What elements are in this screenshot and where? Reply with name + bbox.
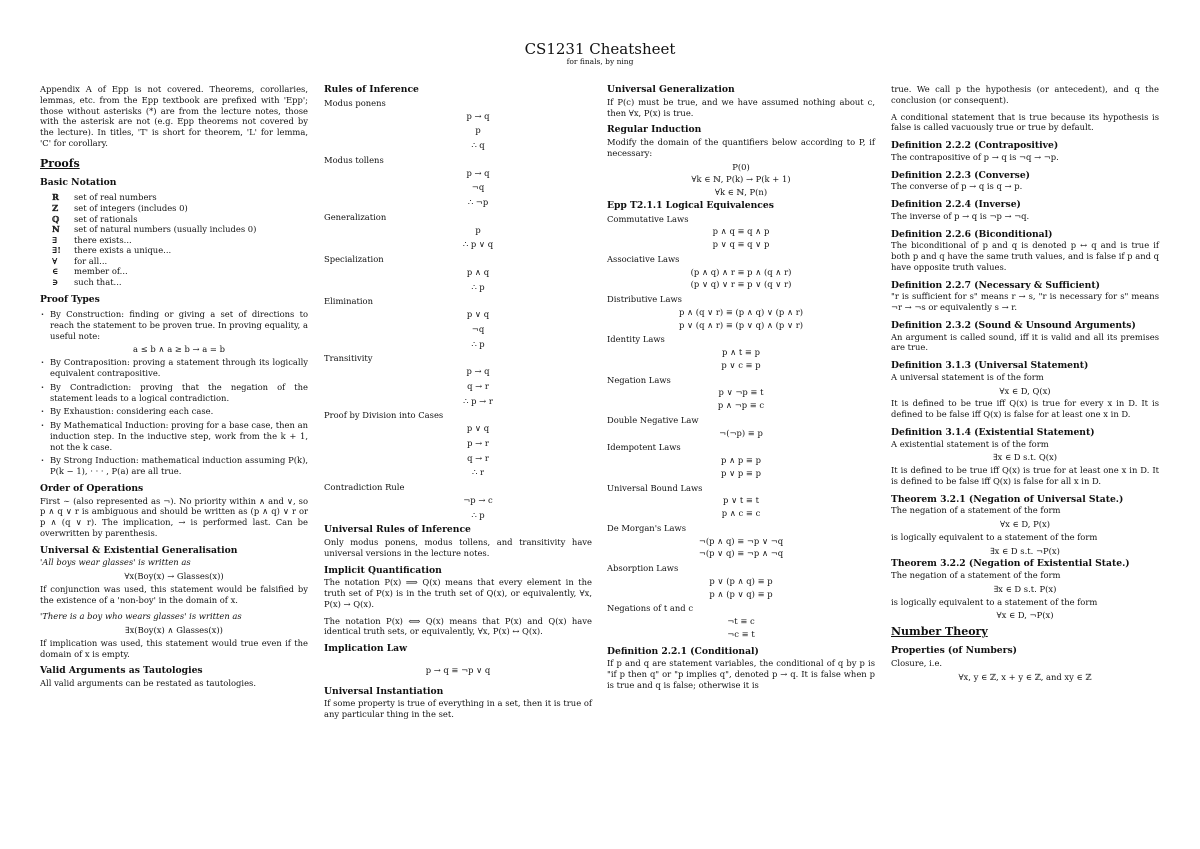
law-block [607,415,875,439]
definition-intro: A existential statement is of the form [891,438,1049,449]
definition-text: It is defined to be true iff Q(x) is true for at least one x in D. It is defined to be false iff Q(x) is false for all x in D. [891,465,1159,486]
universal-rules-text: Only modus ponens, modus tollens, and transitivity have universal versions in the lecture notes. [324,537,592,558]
rule-block [324,296,592,349]
rule-name: Proof by Division into Cases [324,410,444,421]
notation-row [52,224,308,235]
definition-text: The converse of p → q is q → p. [891,181,1023,192]
theorem-heading: Theorem 3.2.2 (Negation of Existential State.) [891,558,1130,570]
rule-block [324,353,592,406]
list-item: · By Contradiction: proving that the negation of the statement leads to a logical contradiction. [50,382,308,404]
theorem-mid: is logically equivalent to a statement of the form [891,596,1098,607]
rule-block [324,98,592,151]
theorem-equation: ∀x ∈ D, P(x) [1000,519,1050,530]
rule-name: Modus ponens [324,97,386,108]
theorem-intro: The negation of a statement of the form [891,505,1061,516]
vacuous-truth-text: A conditional statement that is true because its hypothesis is false is called vacuously true or true by default. [891,111,1159,133]
notation-symbol: ℚ [52,213,60,224]
instantiation-text: If some property is true of everything in a set, then it is true of any particular thing in the set. [324,698,592,720]
subsection-heading-order: Order of Operations [40,482,144,494]
rule-name: Modus tollens [324,154,384,165]
ue-equation-2: ∃x(Boy(x) ∧ Glasses(x)) [125,625,223,636]
rule-line: p [475,125,481,136]
subsection-heading-ug: Universal Generalization [607,84,735,95]
page-title: CS1231 Cheatsheet [524,40,676,58]
law-eq: (p ∧ q) ∧ r ≡ p ∧ (q ∧ r) [690,266,792,277]
rule-line: ∴ p [471,338,485,349]
proof-types-list [40,309,308,477]
induction-eq: P(0) [732,161,750,172]
rule-line: p ∨ q [466,309,490,320]
rule-name: Specialization [324,254,384,265]
notation-list [40,192,308,287]
notation-row [52,235,308,246]
theorem-equation: ∀x ∈ D, ¬P(x) [996,610,1054,621]
definition-block [891,140,1159,163]
induction-eq: ∀k ∈ ℕ, P(n) [714,187,768,198]
definition-block [891,170,1159,193]
implicit-text-2: The notation P(x) ⟺ Q(x) means that P(x) and Q(x) have identical truth sets, or equivalently, ∀x, P(x) ↔ Q(x). [324,615,592,637]
rule-line: q → r [467,452,489,463]
theorem-intro: The negation of a statement of the form [891,570,1061,581]
law-name: Associative Laws [607,253,680,264]
definition-equation: ∀x ∈ D, Q(x) [999,385,1051,396]
law-name: Identity Laws [607,334,665,345]
rule-line: p [475,224,481,235]
theorem-equation: ∃x ∈ D s.t. ¬P(x) [990,545,1060,556]
definition-heading-conditional: Definition 2.2.1 (Conditional) [607,645,759,657]
intro-paragraph: Appendix A of Epp is not covered. Theorems, corollaries, lemmas, etc. from the Epp textbook are prefixed with 'Epp'; those without asterisks (*) are from the lecture notes, those with the asterisk are not (e.g. Epp theorems not covered by the lecture). In titles, 'T' is short for theorem, 'L' for lemma, 'C' for corollary. [40,84,308,148]
induction-eq: ∀k ∈ ℕ, P(k) → P(k + 1) [691,174,791,185]
definition-block [891,199,1159,222]
order-text: First ∼ (also represented as ¬). No priority within ∧ and ∨, so p ∧ q ∨ r is ambiguous and should be written as (p ∧ q) ∨ r or p ∧ (q ∨ r). The implication, → is performed last. Can be overwritten by parenthesis. [40,495,308,538]
proof-type-text: By Construction: finding or giving a set of directions to reach the statement to be proven true. In proving equality, a useful note: [50,309,308,341]
definition-intro: A universal statement is of the form [891,371,1044,382]
definition-text: "r is sufficient for s" means r → s, "r is necessary for s" means ¬r → ¬s or equivalently s → r. [891,291,1159,313]
notation-desc: member of... [74,266,128,277]
rule-line: p → q [466,167,490,178]
law-eq: p ∧ c ≡ c [721,508,761,519]
law-block [607,334,875,370]
law-eq: p ∨ q ≡ q ∨ p [712,239,770,250]
rule-line: p ∧ q [466,266,490,277]
rule-line: ∴ q [471,140,485,151]
law-eq: p ∨ (q ∧ r) ≡ (p ∨ q) ∧ (p ∨ r) [678,319,804,330]
law-eq: p ∨ (p ∧ q) ≡ p [709,575,773,586]
notation-desc: set of real numbers [74,192,157,203]
law-eq: p ∨ p ≡ p [721,467,761,478]
list-item: · By Strong Induction: mathematical induction assuming P(k), P(k − 1), · · · , P(a) are all true. [50,455,308,477]
rule-line: p ∨ q [466,423,490,434]
rule-line: p → r [467,437,489,448]
law-eq: p ∧ ¬p ≡ c [717,400,765,411]
subsection-heading-instantiation: Universal Instantiation [324,685,444,697]
subsection-heading-equivalences: Epp T2.1.1 Logical Equivalences [607,199,774,211]
ue-quote-2: 'There is a boy who wears glasses' is written as [40,611,242,622]
rule-name: Contradiction Rule [324,482,405,493]
theorem-mid: is logically equivalent to a statement of the form [891,531,1098,542]
subsection-heading-induction: Regular Induction [607,124,702,136]
notation-row [52,277,308,288]
theorem-block [891,494,1159,557]
closure-equation: ∀x, y ∈ ℤ, x + y ∈ ℤ, and xy ∈ ℤ [958,671,1092,682]
list-item: · By Contraposition: proving a statement through its logically equivalent contrapositive. [50,357,308,379]
subsection-heading-generalisation: Universal & Existential Generalisation [40,544,238,556]
rule-line: ∴ p ∨ q [462,239,494,250]
rule-line: q → r [467,380,489,391]
law-eq: p ∨ ¬p ≡ t [718,387,764,398]
notation-row [52,214,308,225]
law-name: Distributive Laws [607,294,682,305]
law-eq: ¬(p ∨ q) ≡ ¬p ∧ ¬q [698,548,784,559]
definition-heading: Definition 3.1.4 (Existential Statement) [891,426,1095,438]
theorem-equation: ∃x ∈ D s.t. P(x) [993,583,1057,594]
rule-line: p → q [466,366,490,377]
valid-text: All valid arguments can be restated as tautologies. [40,678,257,689]
notation-desc: such that... [74,276,122,287]
conditional-continued-text: true. We call p the hypothesis (or antecedent), and q the conclusion (or consequent). [891,84,1159,105]
law-eq: p ∨ t ≡ t [723,495,759,506]
definition-heading: Definition 2.2.3 (Converse) [891,169,1031,181]
law-name: Commutative Laws [607,213,689,224]
definition-text: The contrapositive of p → q is ¬q → ¬p. [891,151,1059,162]
subsection-heading-valid: Valid Arguments as Tautologies [40,665,203,677]
subsection-heading-universal-rules: Universal Rules of Inference [324,524,471,536]
subsection-heading-proof-types: Proof Types [40,293,100,305]
law-name: Absorption Laws [607,563,679,574]
definition-block [891,320,1159,353]
definition-heading: Definition 2.2.4 (Inverse) [891,199,1021,211]
subsection-heading-implicit: Implicit Quantification [324,564,442,576]
notation-symbol: ℕ [52,224,60,235]
induction-text: Modify the domain of the quantifiers below according to P, if necessary: [607,137,875,158]
closure-text: Closure, i.e. [891,658,943,668]
notation-symbol: ∋ [52,276,59,287]
law-name: Idempotent Laws [607,442,681,453]
list-item: · By Exhaustion: considering each case. [50,406,308,417]
notation-symbol: ∈ [52,266,59,277]
rule-line: p → q [466,110,490,121]
law-eq: ¬c ≡ t [727,628,755,639]
law-block [607,294,875,330]
law-block [607,442,875,478]
rule-line: ¬q [471,323,485,334]
rule-line: ∴ p → r [463,395,493,406]
definition-block [891,280,1159,313]
rule-line: ∴ ¬p [467,197,489,208]
ue-equation-1: ∀x(Boy(x) → Glasses(x)) [124,571,224,582]
definition-text: The inverse of p → q is ¬p → ¬q. [891,210,1030,221]
notation-symbol: ℤ [52,202,59,213]
notation-symbol: ∃ [52,234,58,245]
column-3 [607,84,875,694]
notation-desc: there exists... [74,234,132,245]
notation-desc: there exists a unique... [74,245,172,256]
law-name: Universal Bound Laws [607,482,703,493]
law-eq: p ∧ t ≡ p [722,347,760,358]
rule-block [324,254,592,292]
implication-equation: p → q ≡ ¬p ∨ q [425,664,491,675]
definition-heading: Definition 2.2.7 (Necessary & Sufficient) [891,279,1100,291]
rule-line: ¬p → c [463,494,493,505]
definition-heading: Definition 2.3.2 (Sound & Unsound Arguments) [891,319,1136,331]
definition-text: An argument is called sound, iff it is valid and all its premises are true. [891,331,1159,353]
rule-name: Transitivity [324,353,373,364]
rule-line: ∴ r [472,467,484,478]
theorem-block [891,558,1159,621]
notation-desc: set of natural numbers (usually includes 0) [74,224,257,235]
definition-text: The biconditional of p and q is denoted p ↔ q and is true if both p and q have the same truth values, and is false if p and q have opposite truth values. [891,240,1159,272]
notation-symbol: ℝ [52,192,59,203]
column-1 [40,84,308,692]
notation-symbol: ∀ [52,255,58,266]
column-2 [324,84,592,723]
subsection-heading-properties: Properties (of Numbers) [891,645,1017,657]
ue-text-1: If conjunction was used, this statement would be falsified by the existence of a 'non-boy' in the domain of x. [40,583,308,605]
law-eq: ¬t ≡ c [727,616,755,627]
law-eq: ¬(p ∧ q) ≡ ¬p ∨ ¬q [698,535,784,546]
construction-equation: a ≤ b ∧ a ≥ b → a = b [133,343,225,354]
notation-row [52,256,308,267]
law-name: Double Negative Law [607,414,699,425]
definition-text: It is defined to be true iff Q(x) is true for every x in D. It is defined to be false iff Q(x) is false for at least one x in D. [891,398,1159,420]
law-eq: (p ∨ q) ∨ r ≡ p ∨ (q ∨ r) [690,279,792,290]
law-eq: ¬(¬p) ≡ p [719,427,763,438]
notation-row [52,245,308,256]
section-heading-number-theory: Number Theory [891,625,988,639]
law-eq: p ∧ (q ∨ r) ≡ (p ∧ q) ∨ (p ∧ r) [678,306,804,317]
rule-block [324,410,592,478]
notation-row [52,266,308,277]
notation-symbol: ∃! [52,245,61,256]
implicit-text-1: The notation P(x) ⟹ Q(x) means that every element in the truth set of P(x) is in the truth set of Q(x), or equivalently, ∀x, P(x) → Q(x). [324,577,592,609]
definition-heading: Definition 3.1.3 (Universal Statement) [891,360,1089,372]
rule-line: ∴ p [471,281,485,292]
ue-quote-1: 'All boys wear glasses' is written as [40,557,191,568]
law-block [607,254,875,290]
definition-block [891,229,1159,273]
ug-text: If P(c) must be true, and we have assumed nothing about c, then ∀x, P(x) is true. [607,96,875,118]
law-block [607,214,875,250]
rule-block [324,155,592,208]
law-name: De Morgan's Laws [607,522,686,533]
section-heading-proofs: Proofs [40,156,80,170]
law-block [607,375,875,411]
law-block [607,563,875,599]
rule-line: ¬q [471,182,485,193]
page-subtitle: for finals, by ning [566,57,634,66]
law-block [607,523,875,559]
subsection-heading-basic-notation: Basic Notation [40,176,117,188]
list-item [50,309,308,354]
subsection-heading-implication: Implication Law [324,643,408,655]
law-name: Negation Laws [607,374,671,385]
list-item: · By Mathematical Induction: proving for a base case, then an induction step. In the inductive step, work from the k + 1, not the k case. [50,420,308,452]
rule-name: Generalization [324,211,387,222]
law-name: Negations of t and c [607,603,694,614]
rule-block [324,482,592,520]
notation-row [52,192,308,203]
theorem-heading: Theorem 3.2.1 (Negation of Universal State.) [891,493,1124,505]
rule-name: Elimination [324,296,373,307]
notation-desc: set of integers (includes 0) [74,202,188,213]
rule-block [324,212,592,250]
definition-block [891,427,1159,487]
law-eq: p ∨ c ≡ p [721,359,761,370]
law-block [607,603,875,639]
column-4 [891,84,1159,685]
notation-row [52,203,308,214]
notation-desc: for all... [74,255,108,266]
definition-text-conditional: If p and q are statement variables, the conditional of q by p is "if p then q" or "p implies q", denoted p → q. It is false when p is true and q is false; otherwise it is [607,658,875,690]
law-eq: p ∧ q ≡ q ∧ p [712,226,770,237]
rule-line: ∴ p [471,509,485,520]
definition-heading: Definition 2.2.2 (Contrapositive) [891,140,1059,151]
definition-equation: ∃x ∈ D s.t. Q(x) [993,452,1057,463]
ue-text-2: If implication was used, this statement would true even if the domain of x is empty. [40,637,308,659]
notation-desc: set of rationals [74,213,138,224]
law-block [607,483,875,519]
definition-block [891,360,1159,420]
law-eq: p ∧ p ≡ p [721,455,761,466]
definition-heading: Definition 2.2.6 (Biconditional) [891,228,1053,240]
subsection-heading-rules: Rules of Inference [324,84,419,95]
law-eq: p ∧ (p ∨ q) ≡ p [709,588,773,599]
